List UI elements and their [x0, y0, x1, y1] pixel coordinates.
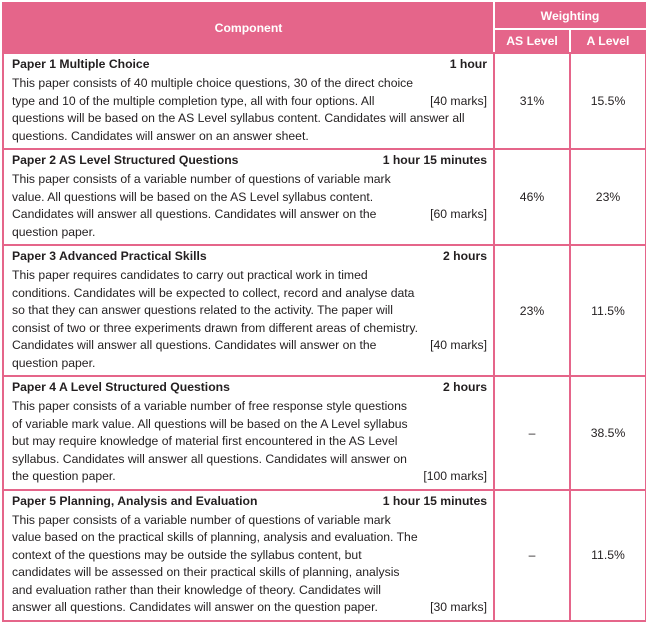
component-cell: [3, 149, 494, 245]
as-level-weighting: 31%: [494, 53, 570, 149]
a-level-weighting: 11.5%: [570, 490, 646, 621]
paper-marks: [30 marks]: [430, 600, 487, 614]
a-level-weighting: 23%: [570, 149, 646, 245]
paper-duration: 1 hour: [449, 57, 487, 71]
header-as-level: AS Level: [494, 29, 570, 53]
table-row: [3, 490, 646, 621]
as-level-weighting: –: [494, 490, 570, 621]
paper-description: This paper requires candidates to carry out practical work in timed conditions. Candidates will be expected to collect, record and analyse data so that they can answer questions related to the activity. The paper will consist of two or three experiments drawn from different areas of chemistry. Candidates will answer all questions. Candidates will answer on the question paper.: [12, 268, 418, 370]
as-level-weighting: 23%: [494, 245, 570, 376]
paper-title: Paper 2 AS Level Structured Questions: [12, 153, 239, 167]
as-level-weighting: 46%: [494, 149, 570, 245]
paper-duration: 1 hour 15 minutes: [382, 493, 487, 508]
assessment-table-container: [2, 2, 645, 622]
paper-description: This paper consists of a variable number of free response style questions of variable mark value. All questions will be based on the A Level syllabus but may require knowledge of material first encountered in the AS Level syllabus. Candidates will answer all questions. Candidates will answer on the question paper.: [12, 399, 408, 483]
table-row: [3, 53, 646, 149]
paper-duration: 1 hour 15 minutes: [382, 153, 487, 167]
as-level-weighting: –: [494, 376, 570, 490]
paper-description: This paper consists of 40 multiple choice questions, 30 of the direct choice type and 10 of the multiple completion type, all with four options. All questions will be based on the AS Level syllabus content. Candidates will answer all questions. Candidates will answer on an answer sheet.: [12, 76, 465, 143]
paper-description: This paper consists of a variable number of questions of variable mark value based on the practical skills of planning, analysis and evaluation. The context of the questions may be outside the syllabus content, but candidates will be assessed on their practical skills of planning, analysis and evaluation rather than their knowledge of theory. Candidates will answer all questions. Candidates will answer on the question paper.: [12, 512, 418, 614]
a-level-weighting: 15.5%: [570, 53, 646, 149]
component-cell: [3, 245, 494, 376]
paper-duration: 2 hours: [442, 249, 487, 263]
paper-title: Paper 1 Multiple Choice: [12, 57, 150, 71]
component-cell: [3, 53, 494, 149]
header-component: Component: [3, 3, 494, 53]
paper-marks: [40 marks]: [430, 338, 487, 352]
header-weighting: Weighting: [494, 3, 646, 29]
paper-duration: 2 hours: [442, 380, 487, 394]
paper-marks: [100 marks]: [423, 469, 487, 483]
table-row: [3, 245, 646, 376]
paper-marks: [60 marks]: [430, 207, 487, 221]
a-level-weighting: 11.5%: [570, 245, 646, 376]
header-a-level: A Level: [570, 29, 646, 53]
component-cell: [3, 490, 494, 621]
paper-description: This paper consists of a variable number of questions of variable mark value. All questions will be based on the AS Level syllabus content. Candidates will answer all questions. Candidates will answer on the question paper.: [12, 172, 391, 239]
table-row: [3, 149, 646, 245]
assessment-table: [2, 2, 646, 622]
paper-marks: [40 marks]: [430, 93, 487, 108]
a-level-weighting: 38.5%: [570, 376, 646, 490]
paper-title: Paper 5 Planning, Analysis and Evaluation: [12, 493, 258, 508]
table-row: [3, 376, 646, 490]
component-cell: [3, 376, 494, 490]
paper-title: Paper 4 A Level Structured Questions: [12, 380, 230, 394]
paper-title: Paper 3 Advanced Practical Skills: [12, 249, 207, 263]
